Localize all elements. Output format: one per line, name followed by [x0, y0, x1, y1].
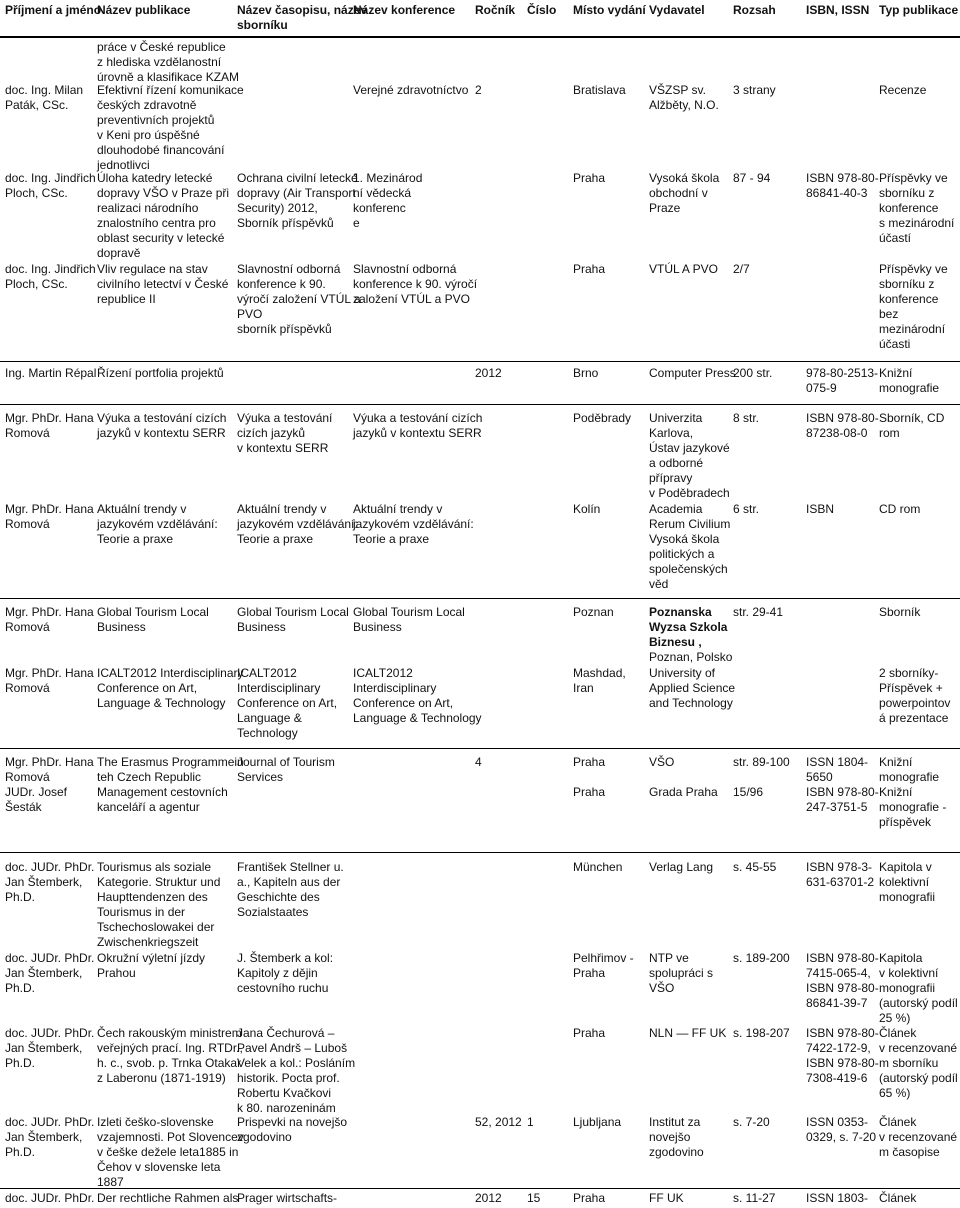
row-group-divider	[0, 1188, 960, 1189]
cell-author: JUDr. Josef Šesták	[5, 785, 68, 814]
cell-isbn: ISBN 978-3- 631-63701-2	[806, 860, 875, 889]
cell-author: doc. JUDr. PhDr. Jan Štemberk, Ph.D.	[5, 951, 95, 995]
header-journal: Název časopisu, název sborníku	[237, 3, 368, 32]
table-header	[0, 0, 960, 37]
cell-isbn: 978-80-2513- 075-9	[806, 366, 879, 395]
cell-journal: J. Štemberk a kol: Kapitoly z dějin cestovního ruchu	[237, 951, 334, 995]
cell-place: Brno	[573, 366, 599, 380]
cell-volume: 4	[475, 755, 482, 769]
cell-number: 1	[527, 1115, 534, 1129]
cell-publisher: VŠO	[649, 755, 675, 769]
cell-type: Sborník	[879, 605, 921, 619]
cell-type: Knižní monografie	[879, 366, 940, 395]
cell-journal: Aktuální trendy v jazykovém vzdělávání: Teorie a praxe	[237, 502, 358, 546]
cell-title: Der rechtliche Rahmen als	[97, 1191, 239, 1205]
cell-extent: s. 11-27	[733, 1191, 776, 1205]
row-group-divider	[0, 37, 960, 38]
cell-place: Praha	[573, 1191, 606, 1205]
cell-isbn: ISBN 978-80- 87238-08-0	[806, 411, 879, 440]
cell-place: München	[573, 860, 623, 874]
cell-journal: František Stellner u. a., Kapiteln aus der Geschichte des Sozialstaates	[237, 860, 344, 919]
cell-publisher: Institut za novejšo zgodovino	[649, 1115, 704, 1159]
row-group-divider	[0, 361, 960, 362]
row-group-divider	[0, 852, 960, 853]
header-author: Příjmení a jméno	[5, 3, 102, 17]
cell-author: Mgr. PhDr. Hana Romová	[5, 502, 94, 531]
cell-title: Tourismus als soziale Kategorie. Struktur und Haupttendenzen des Tourismus in der Tschechoslowakei der Zwischenkriegszeit	[97, 860, 221, 949]
cell-publisher: Univerzita Karlova, Ústav jazykové a odborné přípravy v Poděbradech	[649, 411, 730, 500]
cell-conference: 1. Mezinárod ní vědecká konferenc e	[353, 171, 423, 230]
cell-isbn: ISBN 978-80- 7422-172-9, ISBN 978-80- 7308-419-6	[806, 1026, 879, 1085]
cell-conference: Slavnostní odborná konference k 90. výročí založení VTÚL a PVO	[353, 262, 478, 306]
cell-isbn: ISSN 1804- 5650	[806, 755, 869, 784]
cell-journal: Jana Čechurová – Pavel Andrš – Luboš Velek a kol.: Posláním historik. Pocta prof. Robertu Kvačkovi k 80. narozeninám	[237, 1026, 356, 1115]
row-group-divider	[0, 404, 960, 405]
cell-author: Mgr. PhDr. Hana Romová	[5, 666, 94, 695]
cell-place: Praha	[573, 785, 606, 799]
cell-title: The Erasmus Programmein teh Czech Republic	[97, 755, 244, 784]
header-extent: Rozsah	[733, 3, 776, 17]
cell-publisher: University of Applied Science and Technology	[649, 666, 736, 710]
header-publisher: Vydavatel	[649, 3, 705, 17]
cell-title: ICALT2012 Interdisciplinary Conference on Art, Language & Technology	[97, 666, 244, 710]
cell-type: CD rom	[879, 502, 921, 516]
cell-place: Kolín	[573, 502, 601, 516]
cell-author: Mgr. PhDr. Hana Romová	[5, 755, 94, 784]
cell-extent: 15/96	[733, 785, 764, 799]
cell-type: Kapitola v kolektivní monografii (autorský podíl 25 %)	[879, 951, 958, 1025]
cell-publisher: Grada Praha	[649, 785, 718, 799]
cell-conference: Verejné zdravotníctvo	[353, 83, 469, 97]
cell-place: Pelhřimov - Praha	[573, 951, 634, 980]
cell-author: Mgr. PhDr. Hana Romová	[5, 411, 94, 440]
header-place: Místo vydání	[573, 3, 646, 17]
cell-journal: Global Tourism Local Business	[237, 605, 349, 634]
header-volume: Ročník	[475, 3, 516, 17]
cell-publisher: NLN — FF UK	[649, 1026, 727, 1040]
cell-publisher: NTP ve spolupráci s VŠO	[649, 951, 714, 995]
cell-title: Management cestovních kanceláří a agentur	[97, 785, 228, 814]
cell-journal: Slavnostní odborná konference k 90. výročí založení VTÚL a PVO sborník příspěvků	[237, 262, 361, 336]
cell-title: Okružní výletní jízdy Prahou	[97, 951, 206, 980]
cell-author: doc. JUDr. PhDr. Jan Štemberk, Ph.D.	[5, 1115, 95, 1159]
cell-publisher: Poznanska Wyzsa Szkola Biznesu , Poznan, Polsko	[649, 605, 733, 664]
cell-isbn: ISBN	[806, 502, 835, 516]
cell-conference: Global Tourism Local Business	[353, 605, 465, 634]
cell-type: Knižní monografie - příspěvek	[879, 785, 947, 829]
row-group-divider	[0, 748, 960, 749]
cell-publisher: Computer Press	[649, 366, 736, 380]
cell-author: doc. JUDr. PhDr. Jan Štemberk, Ph.D.	[5, 1026, 95, 1070]
cell-journal: Výuka a testování cizích jazyků v kontextu SERR	[237, 411, 333, 455]
cell-extent: 87 - 94	[733, 171, 771, 185]
cell-author: doc. JUDr. PhDr.	[5, 1191, 95, 1205]
cell-number: 15	[527, 1191, 541, 1205]
cell-type: Článek	[879, 1191, 917, 1205]
cell-isbn: ISBN 978-80- 247-3751-5	[806, 785, 879, 814]
cell-journal: Prager wirtschafts-	[237, 1191, 338, 1205]
row-group-divider	[0, 598, 960, 599]
cell-title: Efektivní řízení komunikace českých zdravotně preventivních projektů v Keni pro úspěšné dlouhodobé financování jednotlivci	[97, 83, 244, 172]
header-isbn: ISBN, ISSN	[806, 3, 870, 17]
cell-type: 2 sborníky- Příspěvek + powerpointov á prezentace	[879, 666, 951, 725]
cell-author: doc. Ing. Jindřich Ploch, CSc.	[5, 262, 96, 291]
cell-title: práce v České republice z hlediska vzdělanostní úrovně a klasifikace KZAM	[97, 40, 240, 84]
cell-type: Kapitola v kolektivní monografii	[879, 860, 936, 904]
cell-place: Praha	[573, 755, 606, 769]
cell-author: doc. Ing. Jindřich Ploch, CSc.	[5, 171, 96, 200]
cell-publisher: VTÚL A PVO	[649, 262, 718, 276]
cell-extent: 3 strany	[733, 83, 776, 97]
cell-publisher: FF UK	[649, 1191, 684, 1205]
cell-journal: Prispevki na novejšo zgodovino	[237, 1115, 348, 1144]
cell-journal: Journal of Tourism Services	[237, 755, 335, 784]
cell-conference: Výuka a testování cizích jazyků v kontextu SERR	[353, 411, 483, 440]
cell-isbn: ISSN 0353- 0329, s. 7-20	[806, 1115, 877, 1144]
cell-journal: Ochrana civilní letecké dopravy (Air Transport Security) 2012, Sborník příspěvků	[237, 171, 358, 230]
cell-type: Recenze	[879, 83, 927, 97]
cell-journal: ICALT2012 Interdisciplinary Conference on Art, Language & Technology	[237, 666, 338, 740]
cell-extent: s. 45-55	[733, 860, 777, 874]
cell-type: Knižní monografie	[879, 755, 940, 784]
cell-extent: str. 89-100	[733, 755, 790, 769]
cell-isbn: ISSN 1803-	[806, 1191, 869, 1205]
cell-place: Ljubljana	[573, 1115, 622, 1129]
cell-conference: Aktuální trendy v jazykovém vzdělávání: Teorie a praxe	[353, 502, 474, 546]
cell-place: Bratislava	[573, 83, 626, 97]
cell-title: Řízení portfolia projektů	[97, 366, 224, 380]
cell-place: Praha	[573, 262, 606, 276]
cell-extent: s. 7-20	[733, 1115, 770, 1129]
cell-author: Ing. Martin Répal	[5, 366, 97, 380]
cell-author: Mgr. PhDr. Hana Romová	[5, 605, 94, 634]
cell-conference: ICALT2012 Interdisciplinary Conference on Art, Language & Technology	[353, 666, 482, 725]
cell-isbn: ISBN 978-80- 86841-40-3	[806, 171, 879, 200]
cell-title: Vliv regulace na stav civilního letectví v České republice II	[97, 262, 229, 306]
cell-extent: 8 str.	[733, 411, 760, 425]
cell-place: Poděbrady	[573, 411, 632, 425]
header-conference: Název konference	[353, 3, 456, 17]
cell-publisher: VŠZSP sv. Alžběty, N.O.	[649, 83, 719, 112]
cell-type: Příspěvky ve sborníku z konference bez mezinárodní účasti	[879, 262, 948, 351]
cell-title: Čech rakouským ministrem veřejných prací. Ing. RTDr., h. c., svob. p. Trnka Otakar z Laberonu (1871-1919)	[97, 1026, 243, 1085]
cell-publisher: Verlag Lang	[649, 860, 714, 874]
cell-title: Izleti češko-slovenske vzajemnosti. Pot Slovencev v češke dežele leta1885 in Čehov v slovenske leta 1887	[97, 1115, 244, 1189]
header-number: Číslo	[527, 3, 557, 17]
cell-isbn: ISBN 978-80- 7415-065-4, ISBN 978-80- 86841-39-7	[806, 951, 879, 1010]
cell-extent: s. 189-200	[733, 951, 790, 965]
cell-type: Článek v recenzované m časopise	[879, 1115, 958, 1159]
cell-extent: s. 198-207	[733, 1026, 790, 1040]
cell-publisher: Vysoká škola obchodní v Praze	[649, 171, 720, 215]
cell-title: Výuka a testování cizích jazyků v kontextu SERR	[97, 411, 227, 440]
header-title: Název publikace	[97, 3, 191, 17]
header-type: Typ publikace	[879, 3, 959, 17]
cell-type: Článek v recenzované m sborníku (autorský podíl 65 %)	[879, 1026, 958, 1100]
cell-title: Aktuální trendy v jazykovém vzdělávání: Teorie a praxe	[97, 502, 218, 546]
cell-author: doc. JUDr. PhDr. Jan Štemberk, Ph.D.	[5, 860, 95, 904]
cell-author: doc. Ing. Milan Paták, CSc.	[5, 83, 84, 112]
cell-title: Úloha katedry letecké dopravy VŠO v Praze při realizaci národního znalostního centra pro oblast security v letecké dopravě	[97, 171, 230, 260]
cell-extent: 2/7	[733, 262, 750, 276]
cell-publisher: Academia Rerum Civilium Vysoká škola politických a společenských věd	[649, 502, 731, 591]
cell-type: Sborník, CD rom	[879, 411, 945, 440]
cell-title: Global Tourism Local Business	[97, 605, 209, 634]
cell-extent: str. 29-41	[733, 605, 784, 619]
cell-place: Praha	[573, 1026, 606, 1040]
cell-place: Poznan	[573, 605, 614, 619]
cell-volume: 2012	[475, 366, 502, 380]
cell-volume: 2012	[475, 1191, 502, 1205]
cell-extent: 6 str.	[733, 502, 760, 516]
cell-extent: 200 str.	[733, 366, 773, 380]
cell-type: Příspěvky ve sborníku z konference s mezinárodní účastí	[879, 171, 955, 245]
cell-place: Praha	[573, 171, 606, 185]
cell-place: Mashdad, Iran	[573, 666, 626, 695]
cell-volume: 2	[475, 83, 482, 97]
cell-volume: 52, 2012	[475, 1115, 522, 1129]
